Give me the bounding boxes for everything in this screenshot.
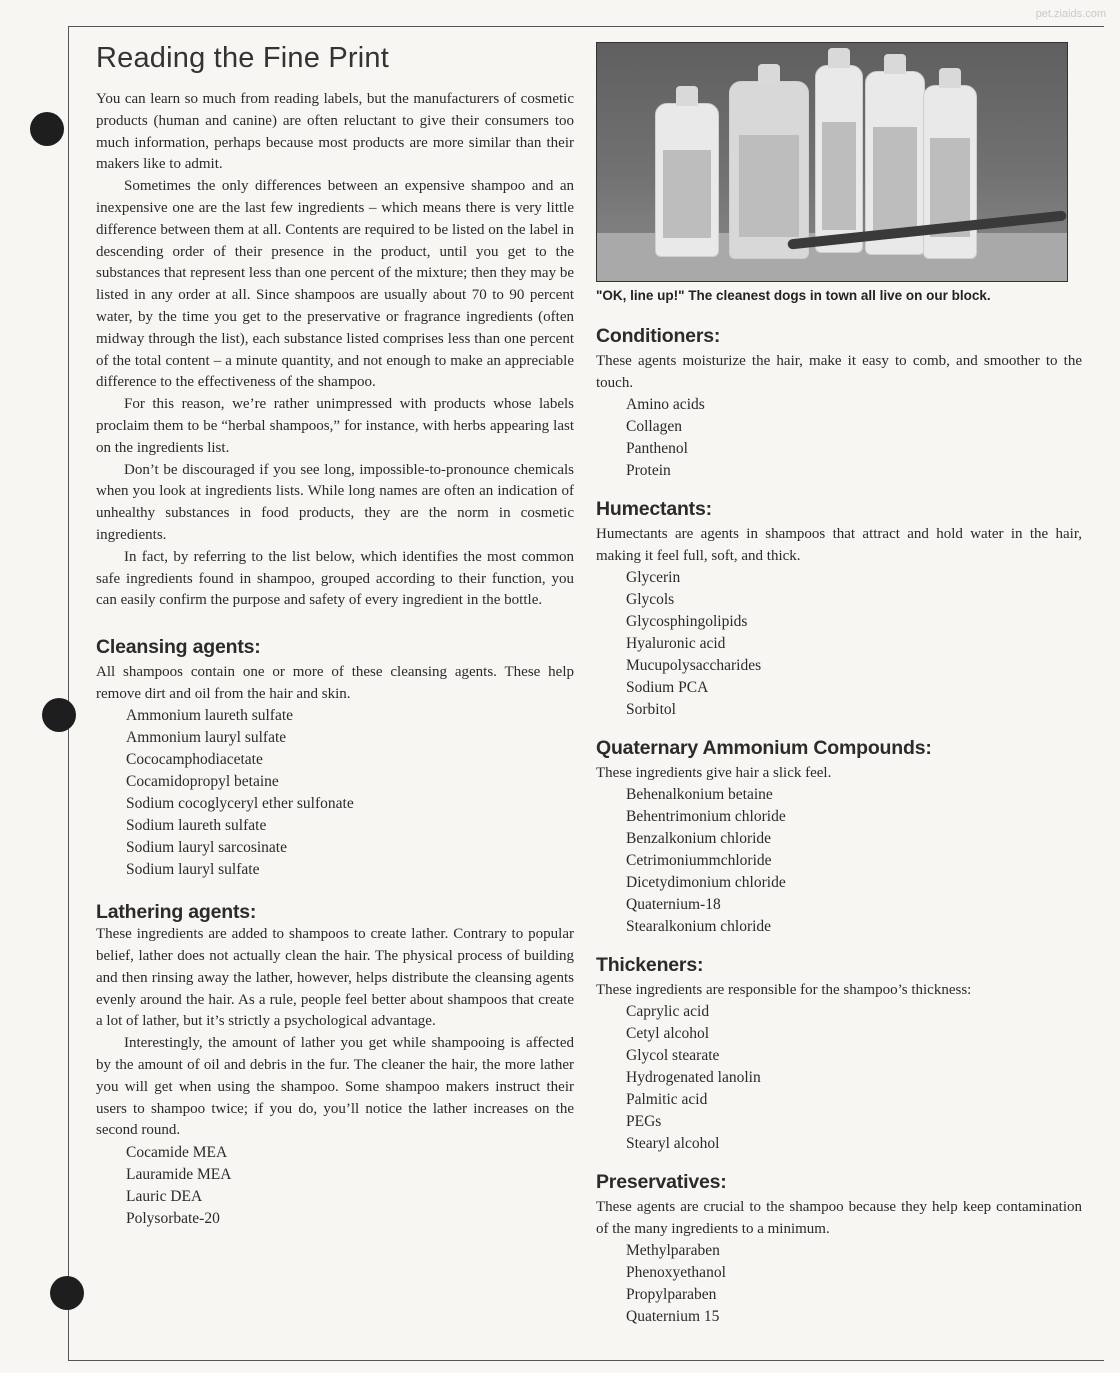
section-heading: Thickeners:	[596, 954, 704, 976]
list-item: Benzalkonium chloride	[626, 830, 772, 847]
list-item: Collagen	[626, 418, 682, 435]
list-item: Glycols	[626, 591, 675, 608]
section-intro: These ingredients are responsible for the shampoo’s thickness:	[596, 982, 972, 998]
list-item: Sodium lauryl sarcosinate	[126, 839, 287, 857]
left-column	[96, 42, 574, 1230]
list-item: Hydrogenated lanolin	[626, 1069, 761, 1086]
ingredient-list	[596, 1001, 1082, 1155]
section-humectants	[596, 498, 1082, 721]
page-title: Reading the Fine Print	[96, 42, 389, 74]
section-heading: Quaternary Ammonium Compounds:	[596, 737, 932, 759]
binder-hole-bottom	[50, 1276, 84, 1310]
list-item: Glycerin	[626, 569, 681, 586]
ingredient-list	[596, 784, 1082, 938]
list-item: Sodium PCA	[626, 679, 709, 696]
list-item: Stearalkonium chloride	[626, 918, 772, 935]
bottle-shape	[729, 81, 809, 259]
section-preservatives	[596, 1171, 1082, 1328]
list-item: Behenalkonium betaine	[626, 786, 773, 803]
section-paragraph-2: Interestingly, the amount of lather you get while shampooing is affected by the amount of oil and debris in the fur. The cleaner the hair, the more lather you will get when using the shampoo. Some shampoo makers instruct their users to shampoo twice; if you do, you’ll notice the lather increases on the second round.	[96, 1035, 574, 1139]
list-item: Palmitic acid	[626, 1091, 708, 1108]
list-item: Sorbitol	[626, 701, 676, 718]
list-item: Quaternium 15	[626, 1308, 720, 1325]
intro-paragraph-3: For this reason, we’re rather unimpressed with products whose labels proclaim them to be “herbal shampoos,” for instance, with herbs appearing last on the ingredients list.	[96, 396, 574, 456]
list-item: Cetrimoniummchloride	[626, 852, 772, 869]
right-column	[596, 42, 1082, 1328]
shampoo-bottles-photo	[596, 42, 1068, 282]
section-intro: These ingredients give hair a slick feel.	[596, 765, 832, 781]
list-item: Amino acids	[626, 396, 705, 413]
section-intro: Humectants are agents in shampoos that attract and hold water in the hair, making it feel full, soft, and thick.	[596, 526, 1082, 564]
list-item: Propylparaben	[626, 1286, 717, 1303]
section-paragraph-1: These ingredients are added to shampoos to create lather. Contrary to popular belief, lather does not actually clean the hair. The physical process of building and then rinsing away the lather, however, helps distribute the cleansing agents evenly around the hair. As a rule, people feel better about shampoos that create a lot of lather, but it’s strictly a psychological advantage.	[96, 926, 574, 1030]
list-item: Stearyl alcohol	[626, 1135, 720, 1152]
list-item: Glycol stearate	[626, 1047, 720, 1064]
list-item: Mucupolysaccharides	[626, 657, 762, 674]
list-item: Sodium laureth sulfate	[126, 817, 267, 835]
list-item: Lauramide MEA	[126, 1166, 232, 1184]
list-item: Caprylic acid	[626, 1003, 710, 1020]
list-item: Lauric DEA	[126, 1188, 203, 1206]
section-heading: Cleansing agents:	[96, 636, 261, 659]
ingredient-list	[596, 394, 1082, 482]
list-item: Hyaluronic acid	[626, 635, 726, 652]
section-intro: These agents moisturize the hair, make it easy to comb, and smoother to the touch.	[596, 353, 1082, 391]
section-intro: All shampoos contain one or more of these cleansing agents. These help remove dirt and oil from the hair and skin.	[96, 664, 574, 703]
section-cleansing	[96, 636, 574, 881]
intro-paragraph-5: In fact, by referring to the list below, which identifies the most common safe ingredients found in shampoo, grouped according to their function, you can easily confirm the purpose and safety of every ingredient in the bottle.	[96, 548, 574, 609]
ingredient-list	[596, 567, 1082, 721]
list-item: PEGs	[626, 1113, 662, 1130]
list-item: Polysorbate-20	[126, 1210, 220, 1228]
list-item: Methylparaben	[626, 1242, 720, 1259]
section-quaternary	[596, 737, 1082, 938]
section-heading: Humectants:	[596, 498, 712, 520]
section-conditioners	[596, 325, 1082, 482]
list-item: Ammonium lauryl sulfate	[126, 729, 287, 747]
section-lathering	[96, 901, 574, 1230]
watermark: pet.ziaids.com	[1035, 8, 1106, 20]
intro-paragraph-4: Don’t be discouraged if you see long, impossible-to-pronounce chemicals when you look at ingredients lists. While long names are often an indication of unhealthy substances in food products, they are the norm in cosmetic ingredients.	[96, 461, 574, 543]
list-item: Cocamide MEA	[126, 1144, 228, 1162]
list-item: Panthenol	[626, 440, 688, 457]
list-item: Dicetydimonium chloride	[626, 874, 786, 891]
ingredient-list	[96, 1142, 574, 1230]
photo-caption: "OK, line up!" The cleanest dogs in town all live on our block.	[596, 288, 991, 303]
section-heading: Preservatives:	[596, 1171, 727, 1193]
binder-hole-middle	[42, 698, 76, 732]
list-item: Cetyl alcohol	[626, 1025, 710, 1042]
list-item: Glycosphingolipids	[626, 613, 748, 630]
list-item: Cocamidopropyl betaine	[126, 773, 279, 791]
list-item: Phenoxyethanol	[626, 1264, 726, 1281]
ingredient-list	[96, 705, 574, 881]
binder-hole-top	[30, 112, 64, 146]
list-item: Cococamphodiacetate	[126, 751, 263, 769]
bottle-shape	[655, 103, 719, 257]
list-item: Behentrimonium chloride	[626, 808, 786, 825]
list-item: Sodium lauryl sulfate	[126, 861, 260, 879]
section-thickeners	[596, 954, 1082, 1155]
list-item: Protein	[626, 462, 671, 479]
section-intro: These agents are crucial to the shampoo because they help keep contamination of the many ingredients to a minimum.	[596, 1199, 1082, 1237]
section-heading: Lathering agents:	[96, 901, 257, 924]
bottle-shape	[815, 65, 863, 253]
list-item: Ammonium laureth sulfate	[126, 707, 294, 725]
intro-paragraph-1: You can learn so much from reading labels, but the manufacturers of cosmetic products (human and canine) are often reluctant to give their consumers too much information, perhaps because most products are more similar than their makers like to admit.	[96, 91, 574, 173]
list-item: Sodium cocoglyceryl ether sulfonate	[126, 795, 354, 813]
list-item: Quaternium-18	[626, 896, 721, 913]
section-heading: Conditioners:	[596, 325, 721, 347]
intro-paragraph-2: Sometimes the only differences between an expensive shampoo and an inexpensive one are the last few ingredients – which means there is very little difference between them at all. Contents are required to be listed on the label in descending order of their presence in the product, until you get to the substances that represent less than one percent of the mixture; then they may be listed in any order at all. Since shampoos are usually about 70 to 90 percent water, by the time you get to the preservative or fragrance ingredients (often midway through the list), each substance listed comprises less than one percent of the total content – a minute quantity, and not enough to make an appreciable difference to the effectiveness of the shampoo.	[96, 178, 574, 391]
ingredient-list	[596, 1240, 1082, 1328]
